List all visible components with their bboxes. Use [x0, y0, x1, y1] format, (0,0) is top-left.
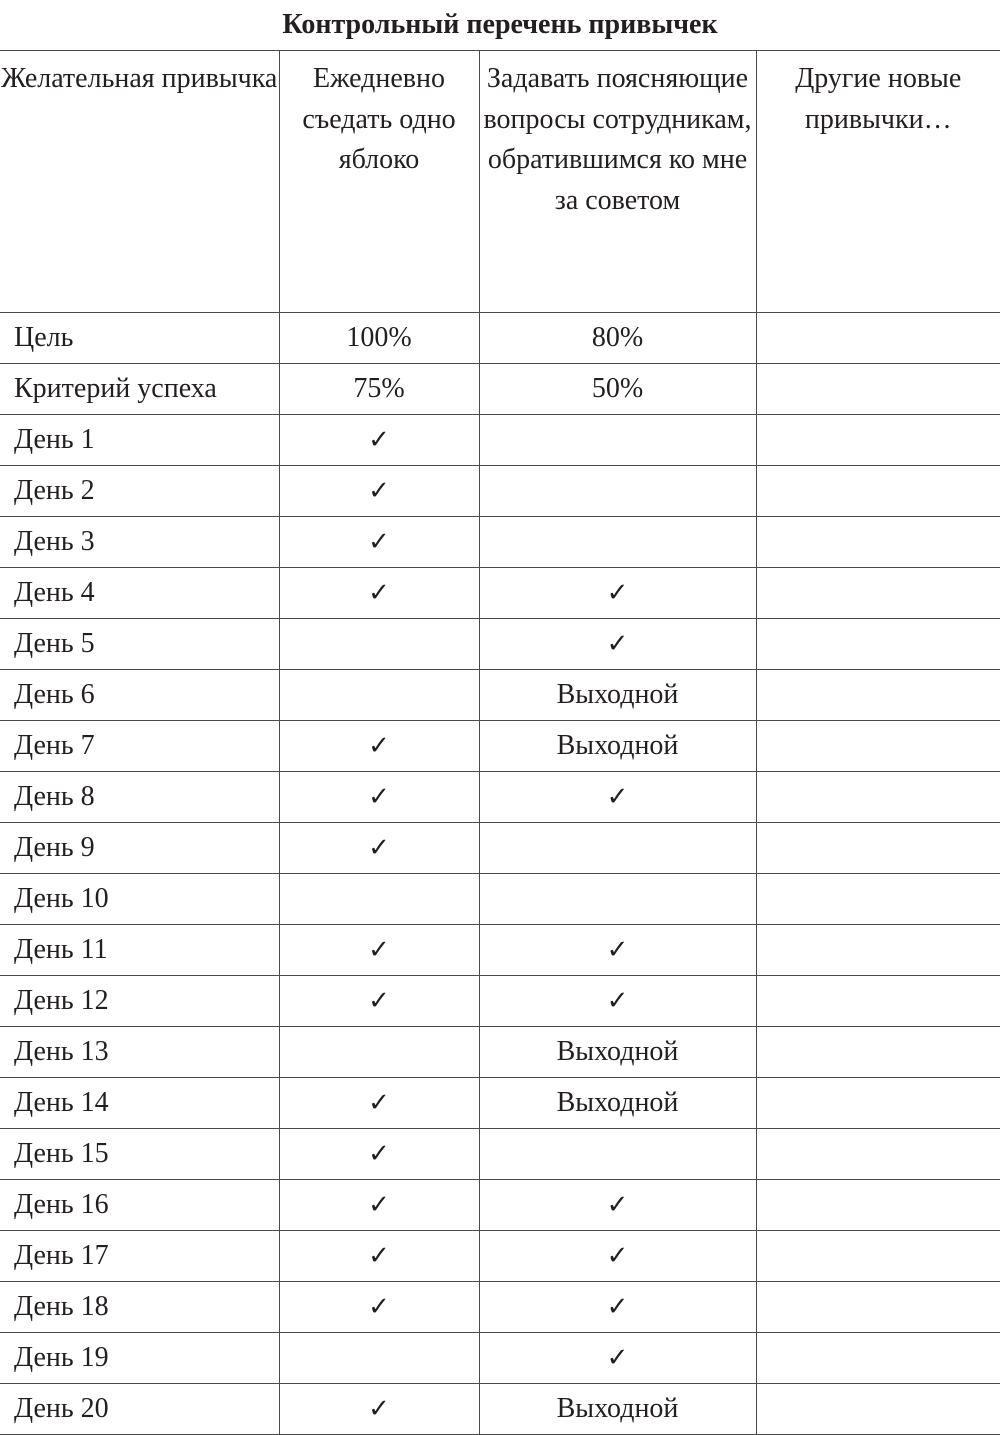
table-body	[0, 313, 1000, 1435]
table-cell: 75%	[279, 364, 479, 415]
row-label: Цель	[0, 313, 279, 364]
table-cell	[279, 670, 479, 721]
table-cell	[479, 517, 756, 568]
check-mark-icon: ✓	[279, 1078, 479, 1129]
table-cell: 50%	[479, 364, 756, 415]
table-cell	[756, 1384, 1000, 1435]
check-mark-icon: ✓	[479, 619, 756, 670]
table-cell	[279, 1027, 479, 1078]
table-row	[0, 925, 1000, 976]
table-cell	[756, 925, 1000, 976]
header-ask-questions: Задавать поясняющие вопросы сотрудникам, обратившимся ко мне за советом	[479, 51, 756, 313]
table-row	[0, 823, 1000, 874]
table-cell: Выходной	[479, 1027, 756, 1078]
table-cell	[756, 466, 1000, 517]
table-cell	[756, 364, 1000, 415]
table-row	[0, 313, 1000, 364]
check-mark-icon: ✓	[279, 1129, 479, 1180]
table-cell	[756, 415, 1000, 466]
table-title: Контрольный перечень привычек	[0, 0, 1000, 51]
table-row	[0, 466, 1000, 517]
row-label: День 16	[0, 1180, 279, 1231]
check-mark-icon: ✓	[279, 823, 479, 874]
row-label: День 20	[0, 1384, 279, 1435]
table-cell: 100%	[279, 313, 479, 364]
check-mark-icon: ✓	[279, 721, 479, 772]
table-cell	[279, 1333, 479, 1384]
table-cell	[479, 823, 756, 874]
table-row	[0, 517, 1000, 568]
table-row	[0, 1027, 1000, 1078]
table-row	[0, 772, 1000, 823]
table-row	[0, 721, 1000, 772]
table-cell	[479, 874, 756, 925]
table-cell	[756, 1282, 1000, 1333]
table-cell	[756, 823, 1000, 874]
row-label: День 2	[0, 466, 279, 517]
table-row	[0, 619, 1000, 670]
table-cell	[756, 721, 1000, 772]
row-label: День 15	[0, 1129, 279, 1180]
header-other-habits: Другие новые привычки…	[756, 51, 1000, 313]
table-cell: 80%	[479, 313, 756, 364]
table-title-row	[0, 0, 1000, 51]
table-row	[0, 1129, 1000, 1180]
table-cell	[756, 1129, 1000, 1180]
row-label: День 4	[0, 568, 279, 619]
header-desired-habit: Желательная привычка	[0, 51, 279, 313]
table-row	[0, 1180, 1000, 1231]
check-mark-icon: ✓	[279, 415, 479, 466]
table-cell: Выходной	[479, 670, 756, 721]
check-mark-icon: ✓	[479, 772, 756, 823]
check-mark-icon: ✓	[279, 517, 479, 568]
table-cell	[479, 466, 756, 517]
table-cell	[756, 1333, 1000, 1384]
row-label: День 10	[0, 874, 279, 925]
check-mark-icon: ✓	[279, 1282, 479, 1333]
table-cell	[756, 1078, 1000, 1129]
check-mark-icon: ✓	[479, 925, 756, 976]
table-cell	[479, 1129, 756, 1180]
check-mark-icon: ✓	[279, 1180, 479, 1231]
check-mark-icon: ✓	[279, 568, 479, 619]
table-row	[0, 1231, 1000, 1282]
table-cell	[756, 568, 1000, 619]
row-label: День 7	[0, 721, 279, 772]
table-row	[0, 1333, 1000, 1384]
table-cell	[756, 619, 1000, 670]
header-eat-apple: Ежедневно съедать одно яблоко	[279, 51, 479, 313]
table-row	[0, 1282, 1000, 1333]
check-mark-icon: ✓	[279, 772, 479, 823]
table-cell	[756, 772, 1000, 823]
table-row	[0, 670, 1000, 721]
table-cell: Выходной	[479, 1384, 756, 1435]
check-mark-icon: ✓	[479, 568, 756, 619]
check-mark-icon: ✓	[279, 976, 479, 1027]
check-mark-icon: ✓	[479, 1333, 756, 1384]
table-cell	[756, 313, 1000, 364]
row-label: День 6	[0, 670, 279, 721]
table-cell	[279, 874, 479, 925]
table-cell	[756, 1231, 1000, 1282]
table-cell	[756, 1180, 1000, 1231]
row-label: День 9	[0, 823, 279, 874]
table-cell	[756, 670, 1000, 721]
row-label: Критерий успеха	[0, 364, 279, 415]
check-mark-icon: ✓	[279, 1384, 479, 1435]
table-row	[0, 874, 1000, 925]
row-label: День 5	[0, 619, 279, 670]
row-label: День 18	[0, 1282, 279, 1333]
table-row	[0, 976, 1000, 1027]
table-cell	[479, 415, 756, 466]
table-cell: Выходной	[479, 1078, 756, 1129]
check-mark-icon: ✓	[279, 1231, 479, 1282]
check-mark-icon: ✓	[479, 1180, 756, 1231]
table-cell	[279, 619, 479, 670]
row-label: День 17	[0, 1231, 279, 1282]
row-label: День 11	[0, 925, 279, 976]
table-cell	[756, 1027, 1000, 1078]
row-label: День 14	[0, 1078, 279, 1129]
row-label: День 1	[0, 415, 279, 466]
table-cell	[756, 976, 1000, 1027]
check-mark-icon: ✓	[279, 925, 479, 976]
table-row	[0, 1078, 1000, 1129]
row-label: День 19	[0, 1333, 279, 1384]
table-row	[0, 568, 1000, 619]
check-mark-icon: ✓	[479, 1282, 756, 1333]
table-cell: Выходной	[479, 721, 756, 772]
check-mark-icon: ✓	[279, 466, 479, 517]
row-label: День 12	[0, 976, 279, 1027]
row-label: День 13	[0, 1027, 279, 1078]
table-cell	[756, 874, 1000, 925]
table-row	[0, 364, 1000, 415]
table-cell	[756, 517, 1000, 568]
table-header-row	[0, 51, 1000, 313]
row-label: День 8	[0, 772, 279, 823]
table-row	[0, 415, 1000, 466]
check-mark-icon: ✓	[479, 1231, 756, 1282]
check-mark-icon: ✓	[479, 976, 756, 1027]
table-row	[0, 1384, 1000, 1435]
row-label: День 3	[0, 517, 279, 568]
